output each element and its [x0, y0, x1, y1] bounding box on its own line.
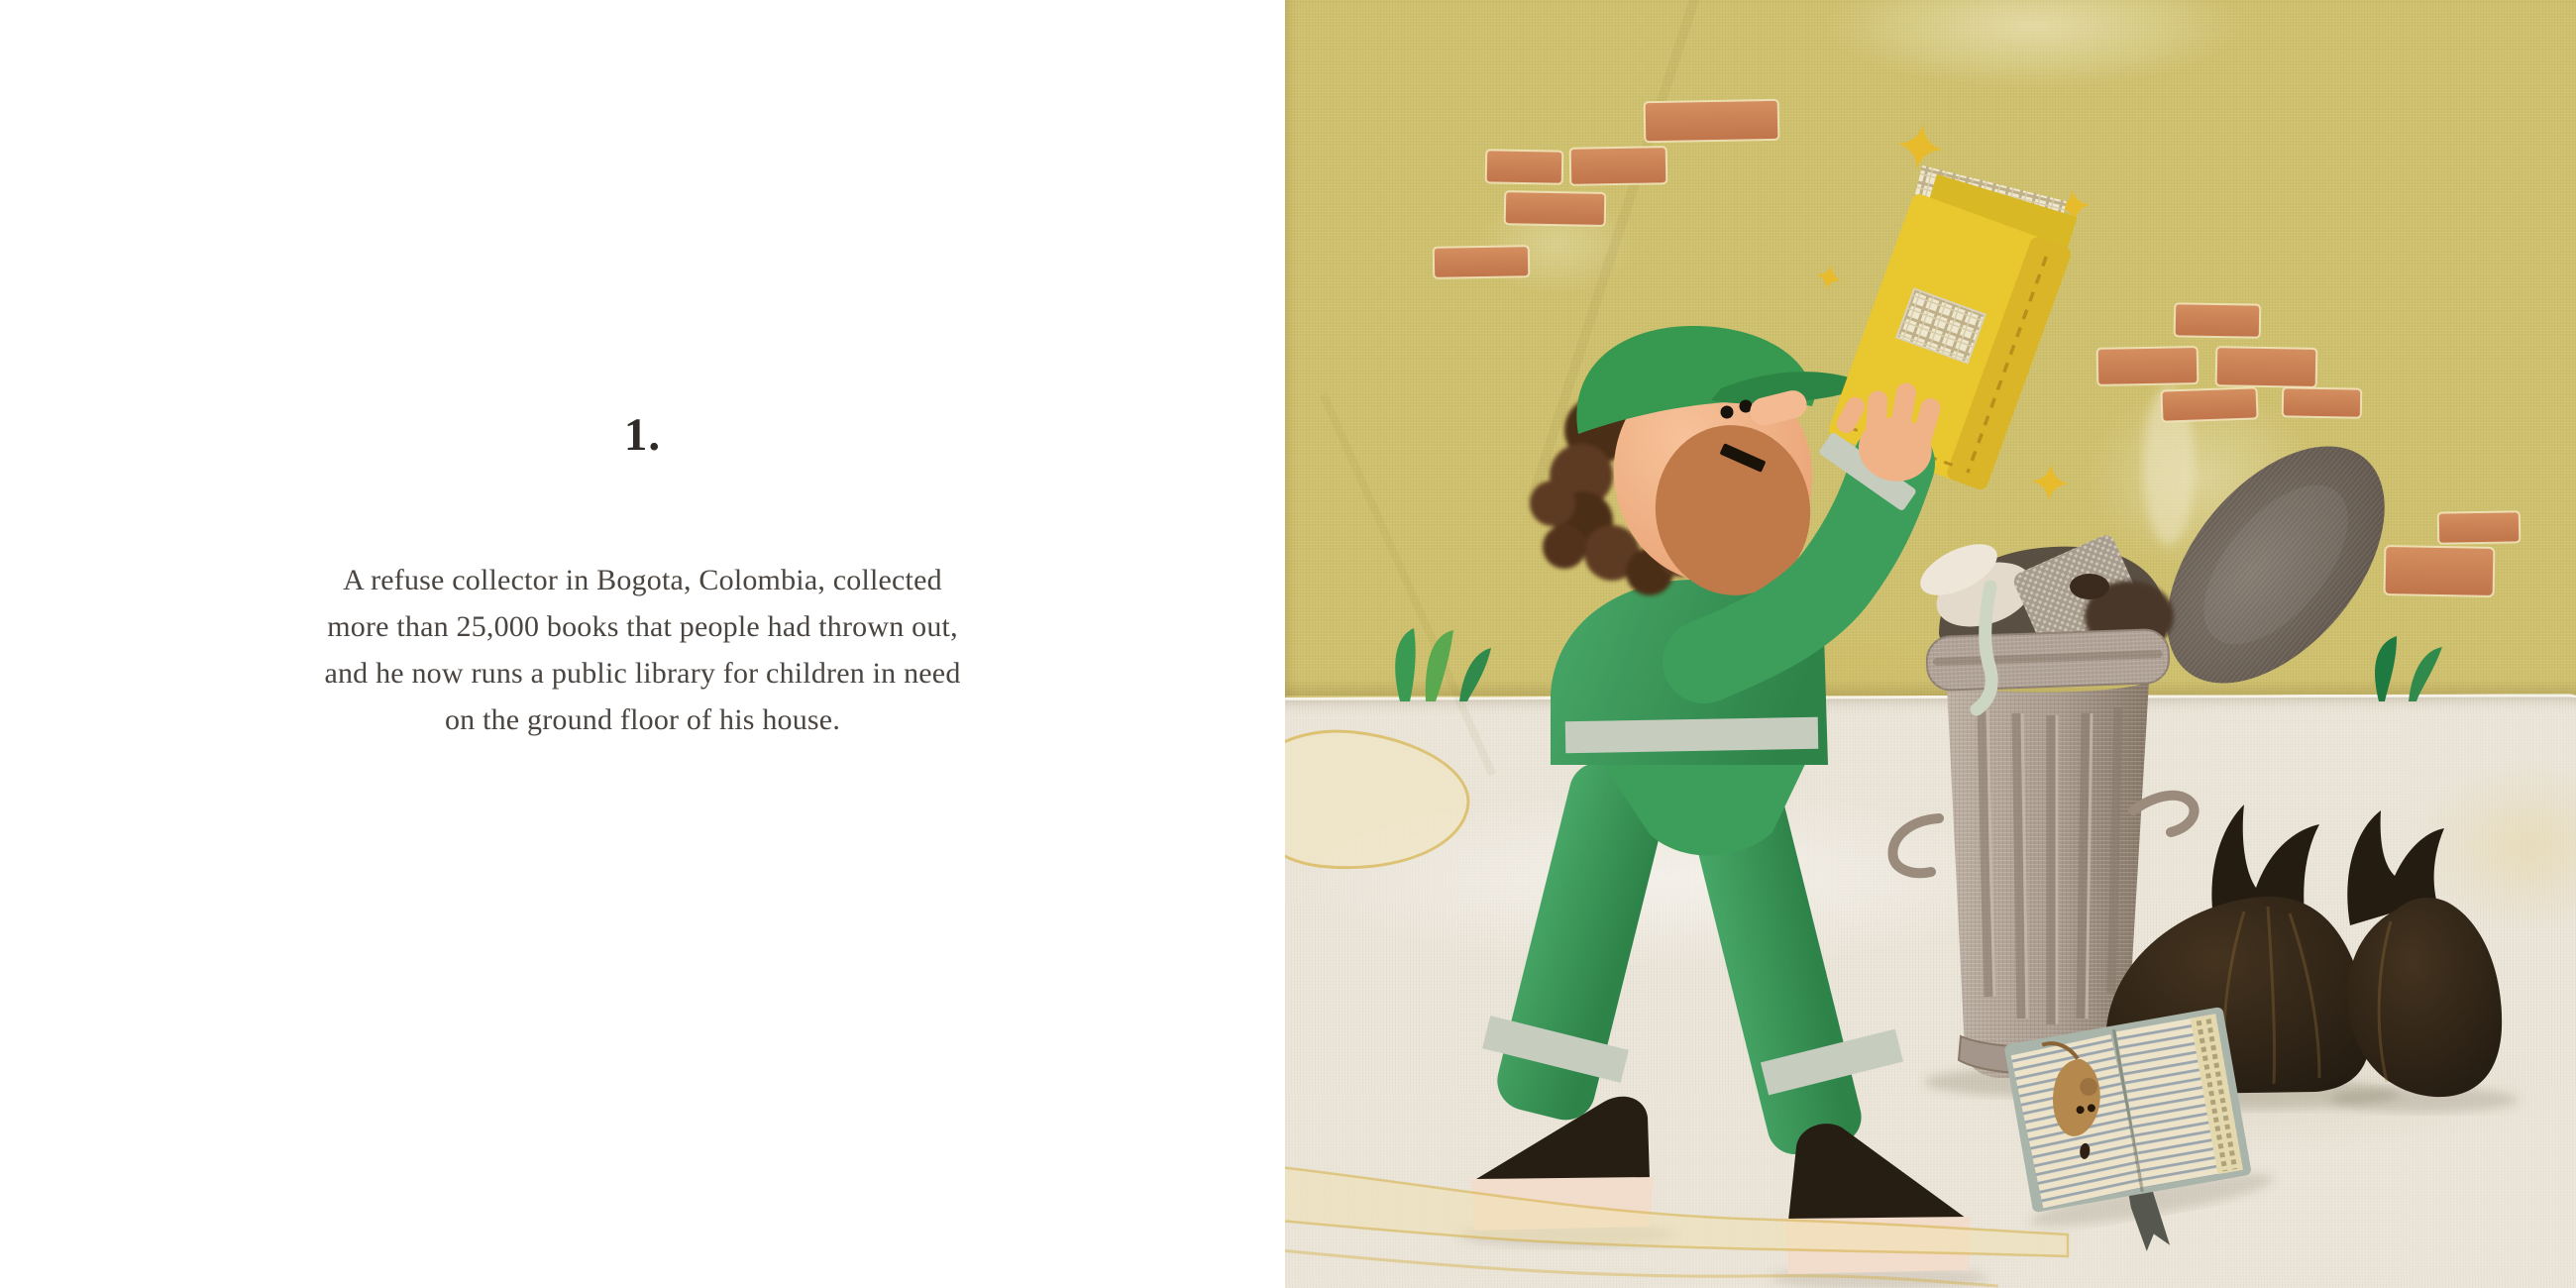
brick [2385, 546, 2495, 596]
grass-blade [1459, 648, 1491, 701]
brick [2175, 303, 2261, 337]
body-line: on the ground floor of his house. [444, 703, 841, 736]
right-shoe [1788, 1124, 1967, 1221]
body-text [257, 557, 1029, 743]
body-line: A refuse collector in Bogota, Colombia, collected [343, 564, 942, 596]
hip-stripe [1565, 717, 1819, 753]
brick [1434, 246, 1530, 278]
left-page [0, 0, 1285, 1288]
brick [1645, 100, 1779, 142]
body-line: more than 25,000 books that people had thrown out, [327, 610, 958, 643]
brick [2216, 347, 2317, 387]
collage-scene [1285, 0, 2576, 1288]
grass-blade [2409, 647, 2442, 701]
finger [1865, 390, 1888, 451]
illustration-page [1285, 0, 2576, 1288]
brick [2438, 511, 2521, 543]
brick [2162, 387, 2258, 421]
grass-blade [1395, 628, 1415, 701]
garbage-fuzz [2070, 574, 2109, 599]
chapter-marker: 1. [623, 409, 662, 461]
sparkle-icon [1813, 262, 1845, 293]
can-handle-right [2133, 796, 2195, 832]
brick [1570, 147, 1667, 185]
grass-tuft-right [2375, 636, 2442, 701]
wall-crease [1320, 393, 1496, 777]
sparkle-icon [1894, 121, 1946, 172]
can-handle-left [1892, 818, 1939, 873]
eye [1721, 406, 1734, 419]
brick [1505, 191, 1606, 226]
can-top-rim [1926, 629, 2170, 691]
brick [1486, 150, 1563, 183]
grass-tuft-left [1395, 628, 1491, 701]
bag-body [2347, 898, 2502, 1097]
body-line: and he now runs a public library for children in need [324, 657, 961, 690]
brick [2283, 387, 2361, 417]
sparkle-icon [2030, 463, 2070, 502]
brick [2097, 347, 2199, 385]
grass-blade [2375, 636, 2397, 701]
